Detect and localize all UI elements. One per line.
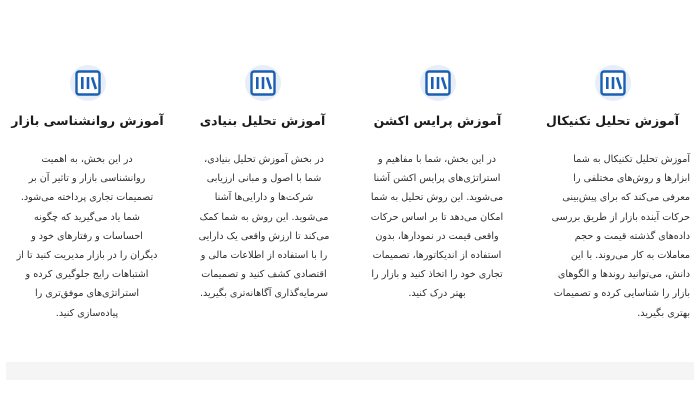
card-title: آموزش روانشناسی بازار — [11, 113, 164, 128]
education-cards-row — [0, 56, 700, 346]
card-title: آموزش پرایس اکشن — [373, 113, 502, 128]
card-title: آموزش تحلیل تکنیکال — [545, 113, 680, 128]
card-price-action — [350, 56, 525, 346]
card-market-psychology — [0, 56, 175, 346]
chart-bars-icon — [70, 65, 106, 101]
chart-bars-icon — [420, 65, 456, 101]
card-description: آموزش تحلیل تکنیکال به شما ابزارها و روش‌های مختلفی را معرفی می‌کند که برای پیش‌بینی حرکات آینده بازار از طریق بررسی داده‌های گذشته قیمت و حجم معاملات به کار می‌روند. با این دانش، می‌توانید روندها و الگوهای بازار را شناسایی کرده و تصمیمات بهتری بگیرید. — [551, 154, 690, 319]
card-technical-analysis — [525, 56, 700, 346]
card-description: در این بخش، به اهمیت روانشناسی بازار و تاثیر آن بر تصمیمات تجاری پرداخته می‌شود. شما یاد می‌گیرید که چگونه احساسات و رفتارهای خود و دیگران را در بازار مدیریت کنید تا از اشتباهات رایج جلوگیری کرده و استراتژی‌های موفق‌تری را پیاده‌سازی کنید. — [16, 154, 158, 319]
footer-divider-strip — [6, 362, 694, 380]
card-description: در این بخش، شما با مفاهیم و استراتژی‌های پرایس اکشن آشنا می‌شوید. این روش تحلیل به شما امکان می‌دهد تا بر اساس حرکات واقعی قیمت در نمودارها، بدون استفاده از اندیکاتورها، تصمیمات تجاری خود را اتخاذ کنید و بازار را بهتر درک کنید. — [370, 154, 504, 300]
card-title: آموزش تحلیل بنیادی — [199, 113, 326, 128]
chart-bars-icon — [245, 65, 281, 101]
card-description: در بخش آموزش تحلیل بنیادی، شما با اصول و مبانی ارزیابی شرکت‌ها و دارایی‌ها آشنا می‌شوید. این روش به شما کمک می‌کند تا ارزش واقعی یک دارایی را با استفاده از اطلاعات مالی و اقتصادی کشف کنید و تصمیمات سرمایه‌گذاری آگاهانه‌تری بگیرید. — [198, 154, 330, 300]
card-fundamental-analysis — [175, 56, 350, 346]
chart-bars-icon — [595, 65, 631, 101]
